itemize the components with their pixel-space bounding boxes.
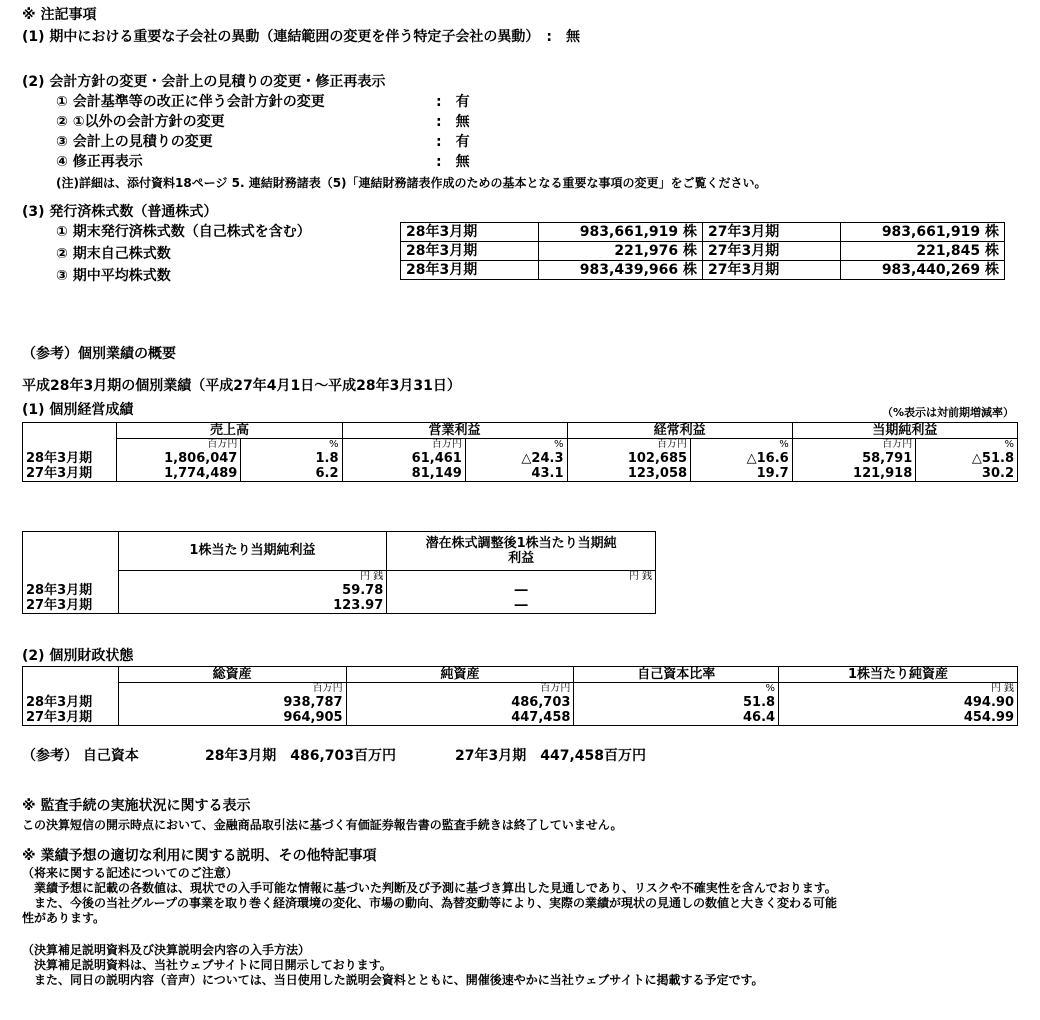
table-row bbox=[23, 466, 1018, 482]
cell-value: 46.4 bbox=[574, 710, 779, 726]
header-total-assets: 総資産 bbox=[118, 667, 346, 683]
equity-current: 28年3月期 486,703百万円 bbox=[205, 748, 396, 764]
row-period: 27年3月期 bbox=[23, 710, 119, 726]
shares-table bbox=[400, 222, 1005, 280]
header-sales: 売上高 bbox=[117, 423, 342, 439]
shares-value: 983,440,269 株 bbox=[841, 261, 1005, 280]
header-eps: 1株当たり当期純利益 bbox=[118, 532, 387, 571]
reference-period: 平成28年3月期の個別業績（平成27年4月1日～平成28年3月31日） bbox=[22, 378, 461, 394]
unit-empty bbox=[23, 683, 119, 696]
shares-value: 221,845 株 bbox=[841, 242, 1005, 261]
cell-value: 1,806,047 bbox=[117, 451, 241, 466]
unit-pct: % bbox=[916, 439, 1018, 452]
unit-yen: 円 銭 bbox=[118, 570, 387, 583]
cell-value: 123.97 bbox=[118, 598, 387, 614]
row-period: 28年3月期 bbox=[23, 451, 117, 466]
notes-heading: ※ 注記事項 bbox=[22, 7, 97, 23]
table-row bbox=[401, 261, 1005, 280]
shares-value: 983,661,919 株 bbox=[841, 223, 1005, 242]
cell-value: 486,703 bbox=[346, 695, 574, 710]
unit-million: 百万円 bbox=[792, 439, 916, 452]
table-row bbox=[23, 451, 1018, 466]
unit-million: 百万円 bbox=[346, 683, 574, 696]
table-row bbox=[23, 439, 1018, 452]
cell-value: 58,791 bbox=[792, 451, 916, 466]
reference-heading: （参考）個別業績の概要 bbox=[22, 346, 176, 362]
shares-row-label: ① 期末発行済株式数（自己株式を含む） bbox=[56, 224, 311, 240]
financial-table bbox=[22, 666, 1018, 726]
materials-sub-title: （決算補足説明資料及び決算説明会内容の入手方法） bbox=[22, 943, 311, 957]
pct-note: （%表示は対前期増減率） bbox=[881, 406, 1014, 419]
row-period: 27年3月期 bbox=[23, 466, 117, 482]
estimate-change-value: : 有 bbox=[436, 134, 470, 150]
table-row bbox=[401, 242, 1005, 261]
forecast-text: 性があります。 bbox=[22, 911, 106, 925]
unit-pct: % bbox=[691, 439, 793, 452]
table-row bbox=[23, 667, 1018, 683]
unit-million: 百万円 bbox=[342, 439, 465, 452]
cell-value: ― bbox=[387, 583, 656, 598]
forecast-text: また、今後の当社グループの事業を取り巻く経済環境の変化、市場の動向、為替変動等により、実際の業績が現状の見通しの数値と大きく変わる可能 bbox=[22, 896, 838, 910]
shares-value: 983,661,919 株 bbox=[539, 223, 703, 242]
other-policy-change-value: : 無 bbox=[436, 114, 470, 130]
unit-yen: 円 銭 bbox=[387, 570, 656, 583]
notes-item-1: (1) 期中における重要な子会社の異動（連結範囲の変更を伴う特定子会社の異動） : 無 bbox=[22, 29, 581, 45]
header-net-assets: 純資産 bbox=[346, 667, 574, 683]
table-row bbox=[23, 583, 656, 598]
table-row bbox=[23, 423, 1018, 439]
table-row bbox=[23, 710, 1018, 726]
header-empty bbox=[23, 667, 119, 683]
restatement-label: ④ 修正再表示 bbox=[56, 154, 143, 170]
cell-value: 123,058 bbox=[567, 466, 691, 482]
table-row bbox=[23, 683, 1018, 696]
policy-change-label: ① 会計基準等の改正に伴う会計方針の変更 bbox=[56, 94, 325, 110]
header-bps: 1株当たり純資産 bbox=[779, 667, 1018, 683]
unit-empty bbox=[23, 570, 119, 583]
forecast-sub-title: （将来に関する記述についてのご注意） bbox=[22, 866, 238, 880]
header-diluted-eps bbox=[387, 532, 656, 571]
row-period: 27年3月期 bbox=[23, 598, 119, 614]
cell-value: 61,461 bbox=[342, 451, 465, 466]
cell-value: ― bbox=[387, 598, 656, 614]
cell-value: 938,787 bbox=[118, 695, 346, 710]
cell-value: 494.90 bbox=[779, 695, 1018, 710]
results-table bbox=[22, 422, 1018, 482]
policy-change-value: : 有 bbox=[436, 94, 470, 110]
unit-million: 百万円 bbox=[567, 439, 691, 452]
unit-pct: % bbox=[241, 439, 342, 452]
unit-million: 百万円 bbox=[117, 439, 241, 452]
cell-value: 43.1 bbox=[465, 466, 567, 482]
row-period: 28年3月期 bbox=[23, 583, 119, 598]
cell-value: 454.99 bbox=[779, 710, 1018, 726]
cell-value: 59.78 bbox=[118, 583, 387, 598]
shares-period: 27年3月期 bbox=[702, 242, 840, 261]
header-operating-income: 営業利益 bbox=[342, 423, 567, 439]
header-empty bbox=[23, 532, 119, 571]
shares-value: 221,976 株 bbox=[539, 242, 703, 261]
materials-text: 決算補足説明資料は、当社ウェブサイトに同日開示しております。 bbox=[22, 958, 392, 972]
shares-period: 27年3月期 bbox=[702, 223, 840, 242]
estimate-change-label: ③ 会計上の見積りの変更 bbox=[56, 134, 213, 150]
cell-value: 447,458 bbox=[346, 710, 574, 726]
cell-value: 1,774,489 bbox=[117, 466, 241, 482]
materials-text: また、同日の説明内容（音声）については、当日使用した説明会資料とともに、開催後速やかに当社ウェブサイトに掲載する予定です。 bbox=[22, 973, 764, 987]
cell-value: △16.6 bbox=[691, 451, 793, 466]
header-net-income: 当期純利益 bbox=[792, 423, 1017, 439]
shares-period: 28年3月期 bbox=[401, 242, 539, 261]
cell-value: 1.8 bbox=[241, 451, 342, 466]
cell-value: 6.2 bbox=[241, 466, 342, 482]
other-policy-change-label: ② ①以外の会計方針の変更 bbox=[56, 114, 225, 130]
shares-period: 27年3月期 bbox=[702, 261, 840, 280]
unit-empty bbox=[23, 439, 117, 452]
unit-pct: % bbox=[574, 683, 779, 696]
shares-row-label: ② 期末自己株式数 bbox=[56, 246, 171, 262]
notes-item-3: (3) 発行済株式数（普通株式） bbox=[22, 204, 218, 220]
shares-row-label: ③ 期中平均株式数 bbox=[56, 268, 171, 284]
table-row bbox=[23, 695, 1018, 710]
results-title: (1) 個別経営成績 bbox=[22, 402, 134, 418]
notes-item-2: (2) 会計方針の変更・会計上の見積りの変更・修正再表示 bbox=[22, 74, 386, 90]
eps-table bbox=[22, 531, 656, 614]
table-row bbox=[23, 570, 656, 583]
header-diluted-eps-line2: 利益 bbox=[508, 550, 535, 566]
shares-value: 983,439,966 株 bbox=[539, 261, 703, 280]
cell-value: △51.8 bbox=[916, 451, 1018, 466]
header-diluted-eps-line1: 潜在株式調整後1株当たり当期純 bbox=[425, 535, 617, 551]
financial-title: (2) 個別財政状態 bbox=[22, 648, 134, 664]
header-equity-ratio: 自己資本比率 bbox=[574, 667, 779, 683]
cell-value: 81,149 bbox=[342, 466, 465, 482]
cell-value: △24.3 bbox=[465, 451, 567, 466]
shares-period: 28年3月期 bbox=[401, 223, 539, 242]
table-row bbox=[23, 598, 656, 614]
notes-footnote: (注)詳細は、添付資料18ページ 5. 連結財務諸表（5)「連結財務諸表作成のための基本となる重要な事項の変更」をご覧ください。 bbox=[56, 176, 767, 190]
restatement-value: : 無 bbox=[436, 154, 470, 170]
cell-value: 30.2 bbox=[916, 466, 1018, 482]
audit-heading: ※ 監査手続の実施状況に関する表示 bbox=[22, 798, 251, 814]
cell-value: 51.8 bbox=[574, 695, 779, 710]
cell-value: 121,918 bbox=[792, 466, 916, 482]
forecast-heading: ※ 業績予想の適切な利用に関する説明、その他特記事項 bbox=[22, 848, 377, 864]
equity-label: （参考） 自己資本 bbox=[22, 748, 139, 764]
cell-value: 964,905 bbox=[118, 710, 346, 726]
table-row bbox=[401, 223, 1005, 242]
row-period: 28年3月期 bbox=[23, 695, 119, 710]
unit-million: 百万円 bbox=[118, 683, 346, 696]
cell-value: 19.7 bbox=[691, 466, 793, 482]
table-row bbox=[23, 532, 656, 571]
unit-yen: 円 銭 bbox=[779, 683, 1018, 696]
forecast-text: 業績予想に記載の各数値は、現状での入手可能な情報に基づいた判断及び予測に基づき算出した見通しであり、リスクや不確実性を含んでおります。 bbox=[22, 881, 837, 895]
cell-value: 102,685 bbox=[567, 451, 691, 466]
header-ordinary-income: 経常利益 bbox=[567, 423, 792, 439]
audit-text: この決算短信の開示時点において、金融商品取引法に基づく有価証券報告書の監査手続きは終了していません。 bbox=[22, 818, 623, 832]
shares-period: 28年3月期 bbox=[401, 261, 539, 280]
equity-previous: 27年3月期 447,458百万円 bbox=[455, 748, 646, 764]
unit-pct: % bbox=[465, 439, 567, 452]
header-empty bbox=[23, 423, 117, 439]
